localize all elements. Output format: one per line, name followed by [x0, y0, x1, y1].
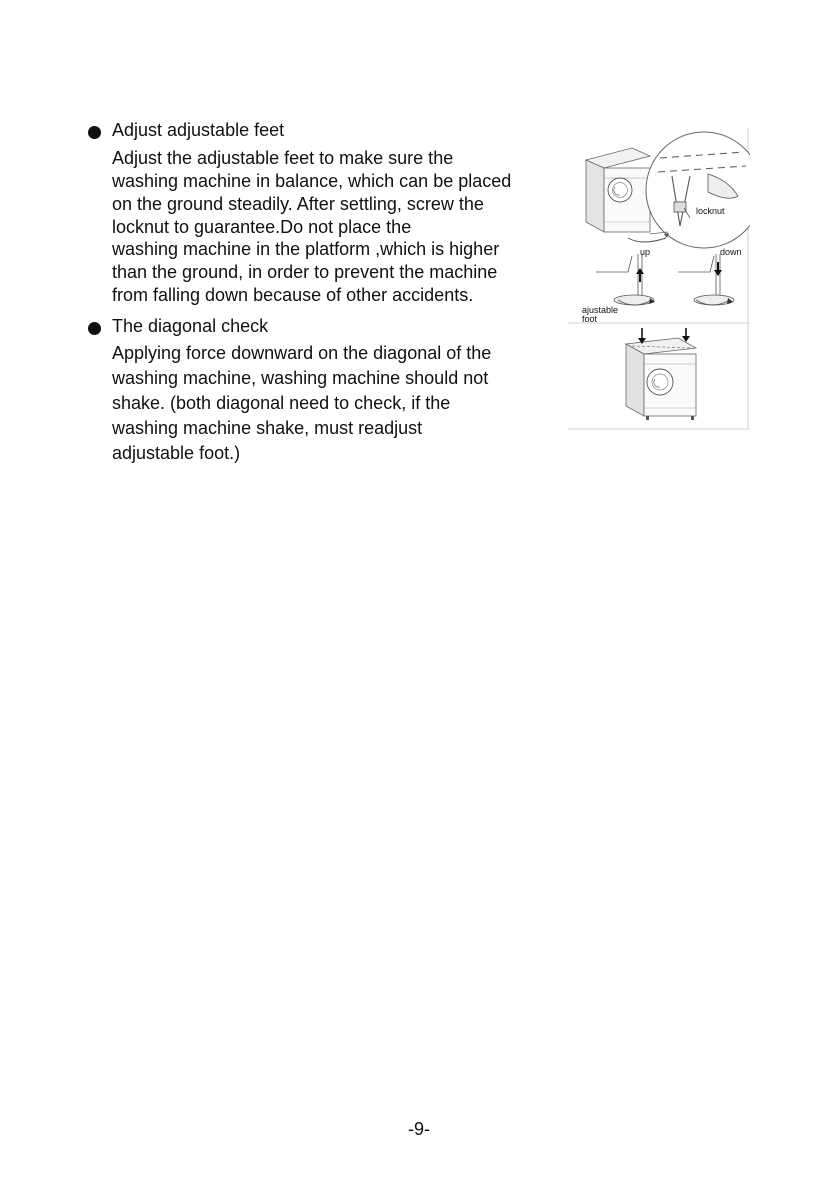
- paragraph-line: than the ground, in order to prevent the machine: [112, 262, 498, 282]
- adjust-feet-figure: [568, 126, 750, 324]
- paragraph-line: shake. (both diagonal need to check, if the: [112, 393, 451, 413]
- paragraph-line: washing machine shake, must readjust: [112, 418, 423, 438]
- paragraph-line: on the ground steadily. After settling, screw the: [112, 194, 484, 214]
- page-number: -9-: [408, 1119, 430, 1139]
- paragraph-line: locknut to guarantee.Do not place the: [112, 217, 412, 237]
- bullet-icon: [88, 322, 101, 335]
- paragraph-line: Adjust the adjustable feet to make sure the: [112, 148, 454, 168]
- diagonal-check-figure: [568, 324, 750, 432]
- bullet-icon: [88, 126, 101, 139]
- paragraph-line: washing machine in balance, which can be placed: [112, 171, 512, 191]
- section-heading: Adjust adjustable feet: [112, 120, 285, 140]
- diagonal-check-illustration: [568, 324, 750, 432]
- up-label: up: [640, 247, 651, 257]
- paragraph-line: washing machine, washing machine should not: [112, 368, 489, 388]
- adjustable-foot-label-line1: ajustable: [582, 305, 619, 315]
- paragraph-line: adjustable foot.): [112, 443, 241, 463]
- section-heading: The diagonal check: [112, 316, 269, 336]
- adjustable-foot-label-line2: foot: [582, 314, 598, 324]
- paragraph-line: washing machine in the platform ,which is higher: [112, 239, 500, 259]
- paragraph-line: from falling down because of other accidents.: [112, 285, 474, 305]
- adjust-feet-illustration: [568, 126, 750, 324]
- paragraph-line: Applying force downward on the diagonal of the: [112, 343, 492, 363]
- locknut-label: locknut: [696, 206, 725, 216]
- down-label: down: [720, 247, 742, 257]
